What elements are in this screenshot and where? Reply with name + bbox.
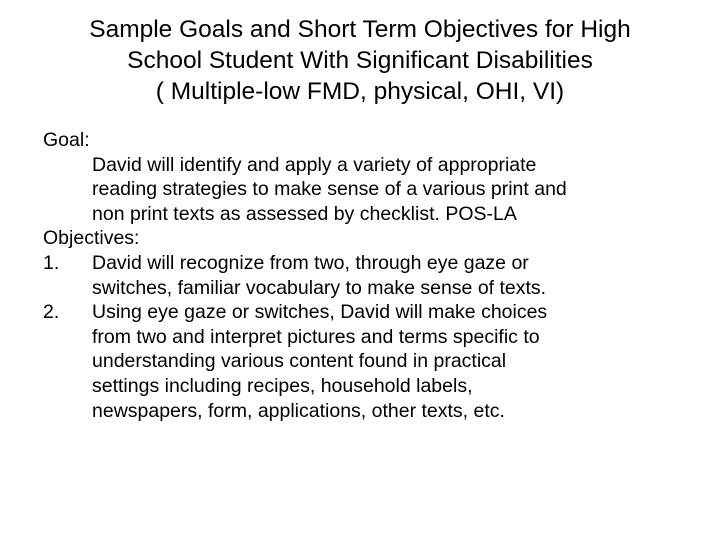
objective-item <box>43 251 703 300</box>
objectives-label: Objectives: <box>43 227 140 250</box>
goal-line: reading strategies to make sense of a various print and <box>92 178 567 201</box>
objective-text <box>92 300 703 423</box>
objective-line: David will recognize from two, through eye gaze or <box>92 251 529 274</box>
slide-body <box>43 128 703 423</box>
goal-line: non print texts as assessed by checklist. POS-LA <box>92 202 517 225</box>
slide-title <box>20 14 700 107</box>
goal-label: Goal: <box>43 129 90 151</box>
objective-line: Using eye gaze or switches, David will make choices <box>92 301 548 324</box>
objective-number: 1. <box>43 251 60 274</box>
title-line: Sample Goals and Short Term Objectives for High <box>89 16 631 43</box>
objective-item <box>43 300 703 423</box>
objective-line: switches, familiar vocabulary to make sense of texts. <box>92 276 547 299</box>
goal-text <box>43 153 703 227</box>
objective-line: understanding various content found in practical <box>92 350 507 373</box>
objective-text <box>92 251 703 300</box>
title-line: ( Multiple-low FMD, physical, OHI, VI) <box>155 78 565 105</box>
objective-line: from two and interpret pictures and terms specific to <box>92 325 540 348</box>
title-line: School Student With Significant Disabilities <box>127 47 593 74</box>
goal-line: David will identify and apply a variety of appropriate <box>92 153 537 176</box>
objective-line: settings including recipes, household labels, <box>92 374 473 397</box>
objective-number: 2. <box>43 301 60 324</box>
objective-line: newspapers, form, applications, other texts, etc. <box>92 399 505 422</box>
